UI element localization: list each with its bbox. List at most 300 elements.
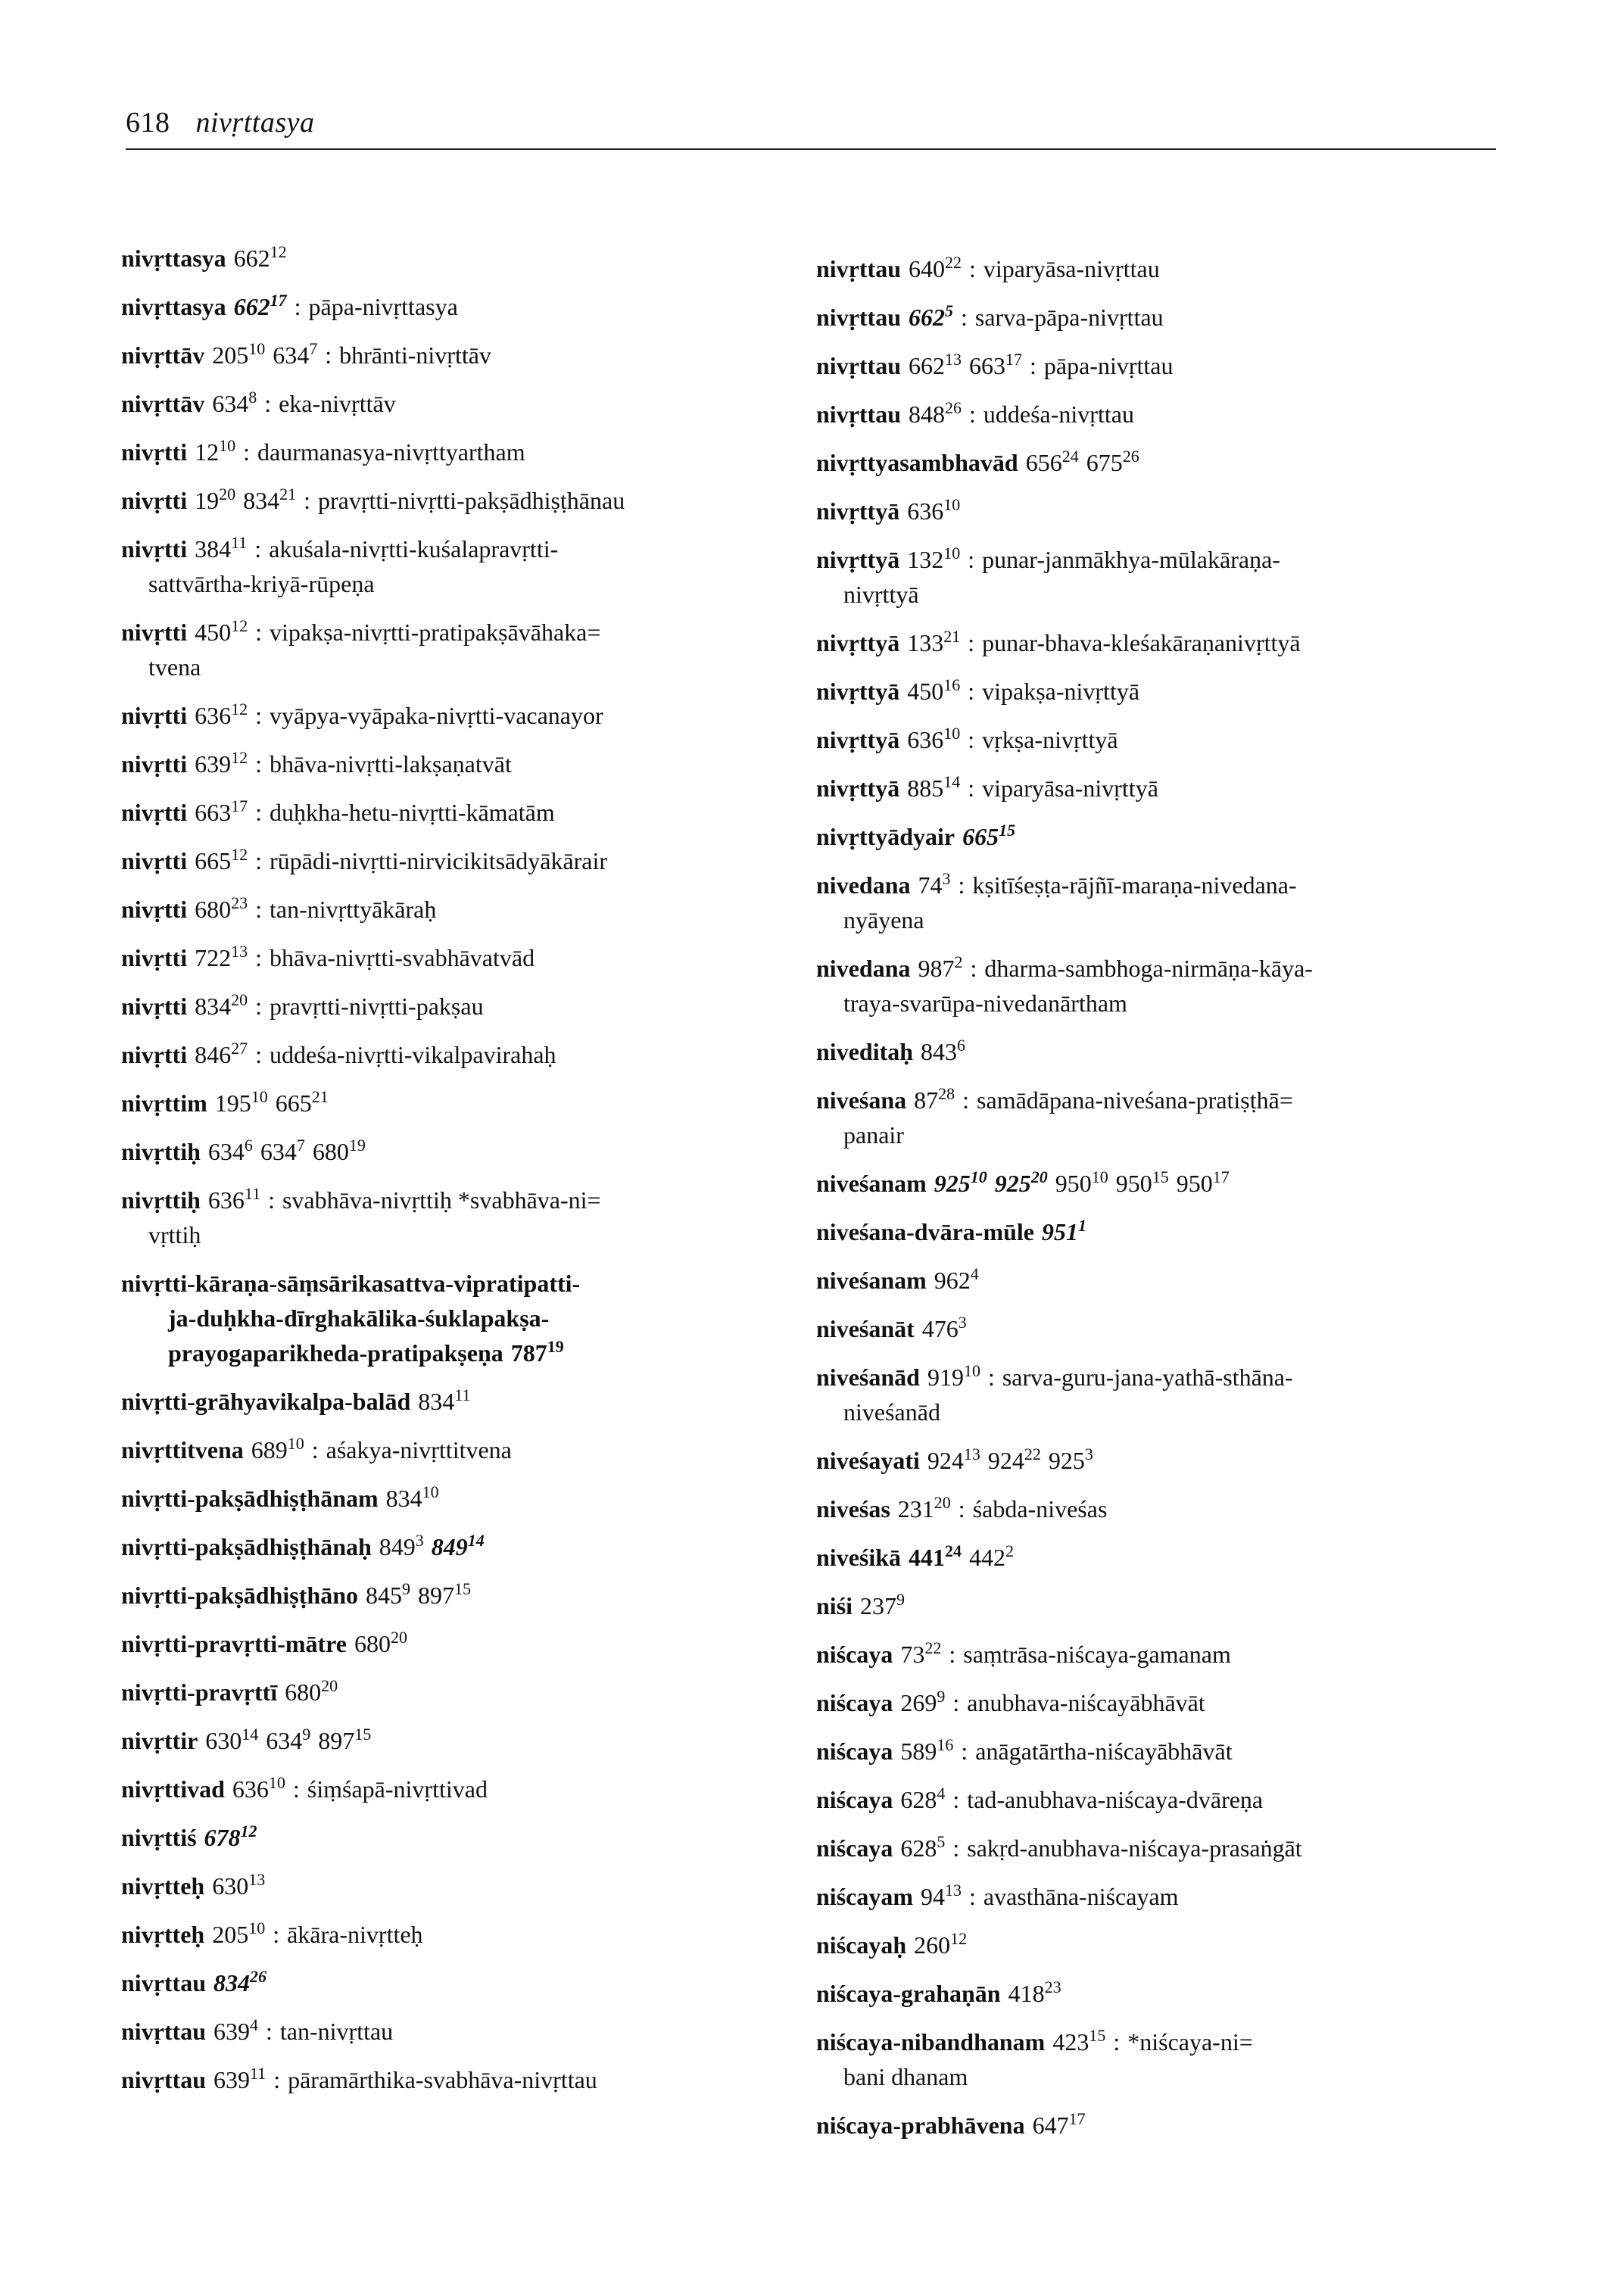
reference-line: 12 [950,1929,968,1948]
reference-line: 14 [242,1725,259,1744]
reference-line: 12 [231,616,248,635]
entry-gloss: daurmanasya-nivṛttyartham [257,438,525,466]
reference-page: 950 [1115,1170,1152,1197]
reference-line: 10 [963,1361,980,1380]
entry-headword: nivṛttyā [816,546,900,573]
index-entry [121,386,848,421]
entry-separator: : [255,896,262,923]
entry-gloss: viparyāsa-nivṛttau [983,255,1160,282]
entry-separator: : [968,546,975,573]
right-column [816,251,1543,2156]
reference-page: 628 [900,1786,937,1813]
entry-headword: niścaya [816,1689,893,1716]
index-entry [121,1481,848,1516]
page-reference [195,487,235,514]
index-entry [121,843,848,878]
entry-headword: niścayaḥ [816,1931,907,1959]
page-reference [907,675,961,705]
entry-gloss: sarva-pāpa-nivṛttau [974,304,1164,331]
entry-headword: nivṛtti-grāhyavikalpa-balād [121,1388,411,1415]
index-entry [816,1214,1543,1249]
index-entry [816,1976,1543,2011]
index-entry [121,1675,848,1710]
index-entry [121,1432,848,1467]
reference-page: 636 [907,497,944,525]
entry-headword: nivṛtteḥ [121,1921,205,1948]
running-head-word: nivṛttasya [195,107,315,139]
entry-headword: nivṛtti [121,702,188,729]
entry-gloss: duḥkha-hetu-nivṛtti-kāmatām [269,799,555,826]
index-entry [121,892,848,927]
reference-page: 663 [969,352,1005,379]
reference-page: 919 [927,1364,964,1391]
reference-page: 849 [379,1533,416,1560]
reference-page: 675 [1086,449,1123,476]
reference-line: 5 [945,301,953,320]
index-entry [121,1037,848,1072]
page-reference [1042,1218,1086,1245]
entry-headword: nivṛttitvena [121,1436,244,1463]
entry-headword: nivṛtti-kāraṇa-sāṃsārikasattva-vipratipatti- [121,1270,581,1297]
reference-line: 10 [943,544,961,563]
page-reference [900,1786,945,1813]
index-entry [816,397,1543,432]
reference-line: 26 [945,398,962,417]
reference-page: 680 [312,1138,349,1165]
entry-headword: nivṛtti [121,799,188,826]
entry-gloss: eka-nivṛttāv [279,390,396,417]
reference-line: 13 [945,350,962,369]
reference-page: 680 [195,896,232,923]
entry-separator: : [1030,352,1036,379]
index-entry [121,531,848,601]
index-entry [121,1134,848,1169]
entry-headword: niveśas [816,1495,890,1523]
entry-headword: nivṛttyā [816,775,900,802]
reference-page: 897 [318,1727,355,1754]
reference-line: 10 [248,1918,266,1937]
index-entry [121,1820,848,1855]
reference-page: 950 [1176,1170,1213,1197]
entry-headword: niveśikā [816,1544,902,1571]
entry-gloss: avasthāna-niścayam [983,1883,1179,1910]
reference-line: 12 [231,845,248,864]
index-entry [816,1540,1543,1575]
page-reference [243,487,296,514]
reference-line: 17 [1212,1167,1230,1186]
reference-page: 924 [987,1447,1024,1474]
reference-page: 450 [195,619,232,646]
entry-headword: niveśanāt [816,1315,915,1342]
reference-page: 848 [909,401,945,428]
reference-line: 27 [231,1039,248,1058]
reference-line: 3 [958,1313,967,1332]
entry-separator: : [304,487,310,514]
page-reference [273,341,317,369]
reference-page: 205 [212,341,249,369]
index-entry [816,951,1543,1021]
entry-headword: nivṛttasya [121,245,226,272]
entry-separator: : [968,775,975,802]
reference-page: 834 [385,1485,422,1512]
index-entry [816,1443,1543,1478]
index-entry [816,2108,1543,2143]
page-reference [195,438,235,466]
page-reference [900,1689,945,1716]
reference-line: 23 [231,893,248,912]
page-reference [214,1969,267,1996]
index-entry [816,625,1543,660]
page-reference [1115,1167,1169,1197]
reference-page: 665 [195,847,232,874]
reference-page: 849 [431,1533,468,1560]
entry-headword: niveśanād [816,1364,920,1391]
entry-separator: : [325,341,332,369]
reference-line: 22 [945,253,962,272]
entry-continuation: sattvārtha-kriyā-rūpeṇa [148,570,375,597]
index-entry [121,2062,848,2097]
reference-line: 10 [248,339,266,358]
entry-continuation: traya-svarūpa-nivedanārtham [843,990,1127,1017]
entry-headword: niśi [816,1592,853,1619]
page-reference [1176,1167,1230,1197]
page-reference [907,497,960,525]
entry-continuation: bani dhanam [843,2063,968,2090]
reference-line: 13 [945,1881,962,1900]
entry-separator: : [969,255,976,282]
reference-line: 6 [244,1136,253,1155]
entry-separator: : [969,1883,976,1910]
reference-line: 10 [943,724,961,743]
entry-headword: niveśanam [816,1170,927,1197]
index-entry [121,1965,848,2000]
page-reference [234,293,287,320]
entry-gloss: śabda-niveśas [972,1495,1108,1523]
index-entry [121,1578,848,1613]
reference-page: 441 [909,1544,946,1571]
entry-continuation: niveśanād [843,1398,940,1426]
index-entry [121,1529,848,1564]
entry-gloss: bhrānti-nivṛttāv [339,341,491,369]
reference-line: 6 [957,1036,966,1055]
reference-page: 834 [214,1969,250,1996]
entry-gloss: pāramārthika-svabhāva-nivṛttau [288,2066,597,2093]
entry-headword: nivṛttyā [816,726,900,753]
page-reference [365,1579,410,1609]
entry-gloss: viparyāsa-nivṛttyā [982,775,1158,802]
reference-page: 885 [907,775,944,802]
entry-separator: : [311,1436,319,1463]
page-reference [318,1727,371,1754]
entry-separator: : [970,955,977,982]
entry-gloss: aśakya-nivṛttitvena [326,1436,512,1463]
page-reference [232,1775,285,1803]
reference-line: 11 [250,2064,267,2083]
entry-continuation: nyāyena [843,906,924,933]
entry-separator: : [1113,2028,1121,2056]
entry-headword: nivṛtti [121,847,188,874]
reference-page: 925 [994,1170,1031,1197]
page-reference [204,1824,257,1851]
reference-page: 662 [233,245,270,272]
index-entry [816,445,1543,480]
reference-page: 925 [1048,1447,1085,1474]
reference-page: 589 [900,1738,937,1765]
reference-page: 19 [195,487,220,514]
reference-page: 450 [907,678,944,705]
reference-page: 680 [354,1630,391,1657]
reference-line: 10 [268,1773,285,1792]
reference-line: 28 [938,1084,955,1103]
page-reference [898,1495,951,1523]
index-entry [816,1734,1543,1769]
reference-page: 269 [900,1689,937,1716]
reference-line: 21 [311,1087,329,1106]
reference-page: 636 [232,1775,269,1803]
reference-line: 19 [348,1136,366,1155]
entry-separator: : [968,629,975,656]
reference-line: 20 [219,485,236,503]
entry-separator: : [949,1641,956,1668]
index-entry [121,1772,848,1806]
reference-page: 442 [969,1544,1006,1571]
entry-separator: : [255,993,262,1020]
reference-line: 20 [231,990,248,1009]
page-reference [195,702,248,729]
entry-headword: nivṛttāv [121,341,205,369]
page-reference [195,750,248,778]
index-entry [121,698,848,733]
index-entry [816,300,1543,335]
reference-line: 8 [248,388,257,407]
reference-line: 9 [937,1687,946,1706]
reference-page: 630 [205,1727,242,1754]
reference-page: 237 [860,1592,897,1619]
page-reference [900,1735,954,1765]
reference-line: 15 [354,1725,372,1744]
entry-separator: : [255,619,262,646]
reference-page: 628 [900,1834,937,1862]
reference-page: 639 [214,2018,250,2045]
entry-gloss: punar-bhava-kleśakāraṇanivṛttyā [982,629,1301,656]
entry-continuation: vṛttiḥ [148,1221,201,1248]
entry-gloss: punar-janmākhya-mūlakāraṇa- [982,546,1280,573]
index-entry [121,1266,848,1370]
entry-headword: nivṛtti [121,944,188,971]
page-reference [385,1482,439,1512]
reference-page: 680 [285,1678,322,1706]
entry-headword: nivṛttau [121,2018,206,2045]
reference-page: 231 [897,1495,934,1523]
entry-separator: : [264,390,272,417]
page-reference [215,1089,268,1117]
index-entry [121,1917,848,1952]
reference-page: 640 [909,255,945,282]
entry-headword: nivṛttiś [121,1824,197,1851]
page-reference [233,242,287,272]
reference-page: 834 [195,993,232,1020]
entry-headword: nivṛttasya [121,293,226,320]
entry-separator: : [952,1834,960,1862]
page-reference [962,823,1015,850]
entry-headword: nivṛttyā [816,497,900,525]
reference-page: 845 [365,1582,402,1609]
entry-separator: : [273,1921,280,1948]
reference-line: 10 [1091,1167,1108,1186]
reference-line: 10 [970,1167,987,1186]
reference-line: 11 [231,533,248,552]
reference-line: 26 [250,1967,267,1986]
page-reference [907,629,960,656]
reference-line: 4 [970,1264,979,1283]
entry-headword: nivṛttyā [816,629,900,656]
index-entry [121,795,848,830]
reference-line: 3 [415,1531,424,1550]
page-reference [918,871,950,899]
entry-gloss: akuśala-nivṛtti-kuśalapravṛtti- [269,535,559,563]
entry-separator: : [243,438,250,466]
entry-gloss: pravṛtti-nivṛtti-pakṣau [269,993,484,1020]
entry-headword: nivedana [816,955,911,982]
entry-headword: niścaya [816,1738,893,1765]
entry-separator: : [254,535,262,563]
entry-headword-continuation: prayogaparikheda-pratipakṣeṇa $787^{19}$ [168,1337,564,1367]
reference-page: 834 [243,487,280,514]
entry-gloss: rūpādi-nivṛtti-nirvicikitsādyākārair [269,847,608,874]
page-reference [969,352,1022,379]
index-entry [816,542,1543,612]
page-reference [212,1918,266,1948]
reference-line: 16 [937,1735,954,1754]
entry-separator: : [952,1689,960,1716]
page-reference [195,1041,248,1068]
page-reference [260,1138,305,1165]
entry-separator: : [266,2018,273,2045]
page-reference [208,1186,260,1214]
index-entry [816,1166,1543,1201]
entry-headword: nivṛttau [816,352,901,379]
index-entry [816,1311,1543,1346]
entry-gloss: śiṃśapā-nivṛttivad [307,1775,488,1803]
reference-line: 9 [401,1579,410,1598]
page-reference [195,535,247,563]
entry-headword: niveśanam [816,1267,927,1294]
entry-gloss: *niścaya-ni= [1127,2028,1253,2056]
entry-headword: nivṛttivad [121,1775,225,1803]
reference-line: 16 [943,675,961,694]
reference-line: 13 [963,1445,980,1463]
reference-line: 2 [1005,1541,1015,1560]
page-reference [251,1436,304,1463]
page-reference [354,1630,407,1657]
page-reference [195,796,248,826]
page-reference [212,341,265,369]
reference-page: 634 [212,390,249,417]
reference-line: 19 [547,1337,564,1356]
entry-headword: nivṛtti [121,993,188,1020]
entry-gloss: vipakṣa-nivṛttyā [982,678,1140,705]
page-reference [212,390,257,417]
reference-line: 22 [1024,1445,1041,1463]
entry-gloss: ākāra-nivṛtteḥ [287,1921,423,1948]
reference-page: 634 [273,341,310,369]
reference-line: 1 [1078,1216,1086,1235]
entry-headword: nivṛttyā [816,678,900,705]
index-entry [816,1637,1543,1672]
page-reference [1049,1447,1093,1474]
reference-line: 17 [231,796,248,815]
entry-headword: nivṛttau [816,304,901,331]
page-reference [511,1339,564,1367]
index-entry [121,1086,848,1121]
page-reference [195,616,248,646]
index-entry [121,615,848,684]
reference-page: 634 [266,1727,303,1754]
page-reference [432,1533,485,1560]
reference-page: 384 [195,535,232,563]
reference-line: 3 [1084,1445,1093,1463]
index-entry [121,2014,848,2049]
entry-gloss: pāpa-nivṛttau [1043,352,1174,379]
index-entry [121,338,848,372]
page-reference [214,2015,258,2045]
reference-page: 260 [914,1931,951,1959]
page-reference [1055,1167,1108,1197]
entry-gloss: anubhava-niścayābhāvāt [967,1689,1205,1716]
index-entry [816,1491,1543,1526]
reference-page: 639 [214,2066,250,2093]
entry-headword: nivṛttāv [121,390,205,417]
reference-line: 10 [422,1482,439,1501]
entry-gloss: bhāva-nivṛtti-svabhāvatvād [269,944,535,971]
entry-gloss: kṣitīśeṣṭa-rājñī-maraṇa-nivedana- [972,871,1297,899]
entry-gloss: anāgatārtha-niścayābhāvāt [975,1738,1233,1765]
entry-gloss: pāpa-nivṛttasya [308,293,458,320]
entry-headword-continuation: ja-duḥkha-dīrghakālika-śuklapakṣa- [168,1304,550,1332]
entry-headword: nivṛttau [121,1969,206,1996]
index-entry [816,771,1543,806]
reference-line: 21 [279,485,297,503]
entry-gloss: tan-nivṛttyākāraḥ [269,896,437,923]
reference-page: 195 [214,1089,251,1117]
index-entry [816,868,1543,937]
page-reference [927,1447,980,1474]
reference-line: 24 [1061,447,1079,466]
page-reference [921,1883,962,1910]
entry-headword: niveśana-dvāra-mūle [816,1218,1034,1245]
reference-line: 20 [934,1493,951,1512]
entry-headword: nivṛtti-pakṣādhiṣṭhāno [121,1582,358,1609]
reference-page: 663 [195,799,232,826]
reference-page: 418 [1008,1980,1045,2007]
index-entry [121,483,848,518]
page-reference [994,1167,1048,1197]
reference-line: 21 [943,627,961,646]
entry-separator: : [961,1738,968,1765]
reference-line: 7 [309,339,318,358]
reference-line: 26 [1122,447,1139,466]
entry-headword: nivṛtti-pravṛtti-mātre [121,1630,347,1657]
page-reference [195,893,248,923]
index-entry [816,1588,1543,1623]
index-entry [816,1685,1543,1720]
reference-page: 665 [962,823,999,850]
reference-line: 23 [1044,1978,1061,1996]
reference-line: 11 [454,1385,471,1404]
reference-line: 12 [270,242,287,261]
entry-headword: nivṛtti [121,487,188,514]
reference-page: 678 [204,1824,241,1851]
